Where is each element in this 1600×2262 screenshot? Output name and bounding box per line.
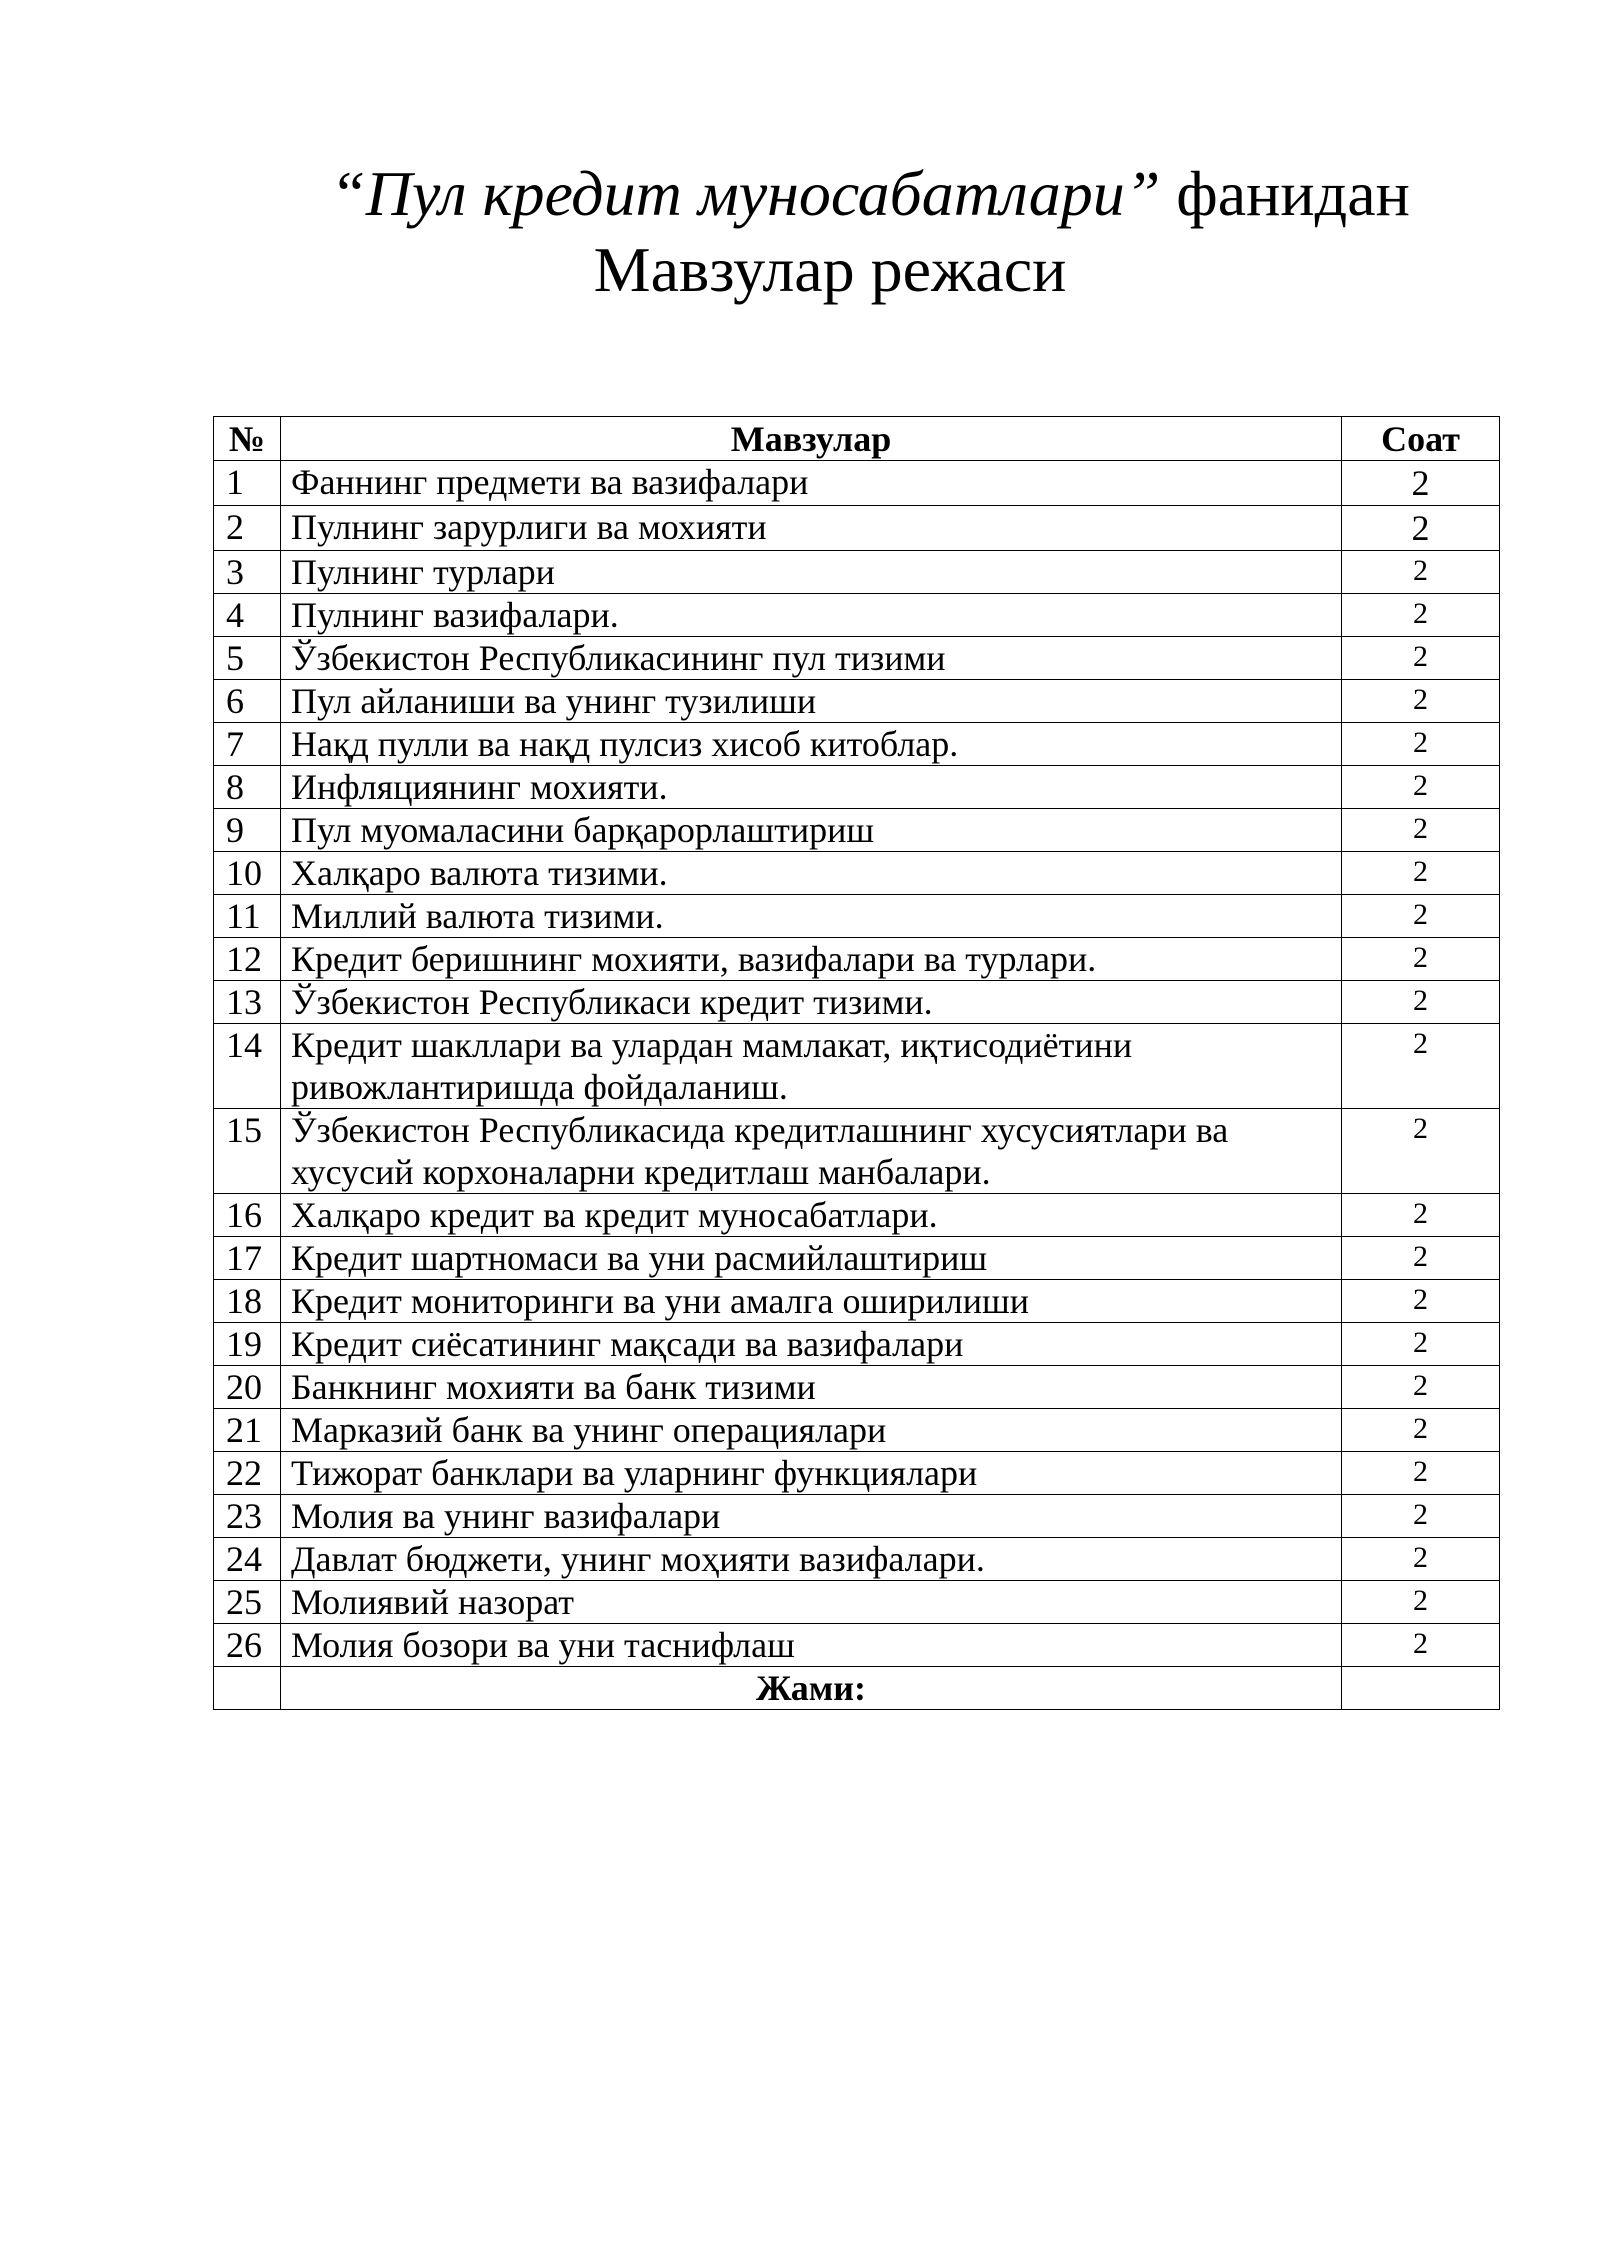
row-number: 7 xyxy=(214,723,281,766)
table-row xyxy=(214,461,1500,506)
column-header-number: № xyxy=(214,417,281,461)
row-hours: 2 xyxy=(1342,1194,1500,1237)
row-topic: Инфляциянинг мохияти. xyxy=(281,766,1342,809)
row-topic: Кредит сиёсатининг мақсади ва вазифалари xyxy=(281,1323,1342,1366)
table-row xyxy=(214,1109,1500,1194)
row-hours: 2 xyxy=(1342,1538,1500,1581)
row-topic: Молия бозори ва уни таснифлаш xyxy=(281,1624,1342,1667)
row-number: 8 xyxy=(214,766,281,809)
row-topic: Банкнинг мохияти ва банк тизими xyxy=(281,1366,1342,1409)
row-hours: 2 xyxy=(1342,551,1500,594)
title-line xyxy=(0,156,1600,232)
row-number: 26 xyxy=(214,1624,281,1667)
table-row xyxy=(214,723,1500,766)
row-hours: 2 xyxy=(1342,938,1500,981)
row-topic: Ўзбекистон Республикасида кредитлашнинг хусусиятлари ва хусусий корхоналарни кредитлаш манбалари. xyxy=(281,1109,1342,1194)
row-hours: 2 xyxy=(1342,506,1500,551)
row-hours: 2 xyxy=(1342,461,1500,506)
table-row xyxy=(214,594,1500,637)
row-topic: Марказий банк ва унинг операциялари xyxy=(281,1409,1342,1452)
row-topic: Кредит беришнинг мохияти, вазифалари ва турлари. xyxy=(281,938,1342,981)
document-title xyxy=(0,156,1600,308)
row-hours: 2 xyxy=(1342,766,1500,809)
row-number: 25 xyxy=(214,1581,281,1624)
row-hours: 2 xyxy=(1342,637,1500,680)
document-subtitle: Мавзулар режаси xyxy=(593,234,1067,305)
title-suffix: фанидан xyxy=(1176,158,1410,229)
row-topic: Ўзбекистон Республикаси кредит тизими. xyxy=(281,981,1342,1024)
row-number: 24 xyxy=(214,1538,281,1581)
row-number: 9 xyxy=(214,809,281,852)
row-topic: Кредит мониторинги ва уни амалга оширилиши xyxy=(281,1280,1342,1323)
table-total-row xyxy=(214,1667,1500,1710)
row-hours: 2 xyxy=(1342,852,1500,895)
table-row xyxy=(214,1366,1500,1409)
course-name: “Пул кредит муносабатлари” xyxy=(330,158,1161,229)
table-row xyxy=(214,506,1500,551)
row-hours: 2 xyxy=(1342,1624,1500,1667)
row-hours: 2 xyxy=(1342,1366,1500,1409)
table-row xyxy=(214,981,1500,1024)
table-row xyxy=(214,1581,1500,1624)
total-hours xyxy=(1342,1667,1500,1710)
table-row xyxy=(214,1452,1500,1495)
row-number: 12 xyxy=(214,938,281,981)
row-number: 4 xyxy=(214,594,281,637)
row-topic: Нақд пулли ва нақд пулсиз хисоб китоблар. xyxy=(281,723,1342,766)
table-row xyxy=(214,766,1500,809)
row-hours: 2 xyxy=(1342,1495,1500,1538)
row-topic: Миллий валюта тизими. xyxy=(281,895,1342,938)
row-number: 21 xyxy=(214,1409,281,1452)
row-topic: Пулнинг вазифалари. xyxy=(281,594,1342,637)
total-label: Жами: xyxy=(281,1667,1342,1710)
row-number: 19 xyxy=(214,1323,281,1366)
column-header-topic: Мавзулар xyxy=(281,417,1342,461)
row-hours: 2 xyxy=(1342,981,1500,1024)
row-number: 14 xyxy=(214,1024,281,1109)
row-hours: 2 xyxy=(1342,1581,1500,1624)
row-number: 10 xyxy=(214,852,281,895)
row-hours: 2 xyxy=(1342,1109,1500,1194)
row-hours: 2 xyxy=(1342,1452,1500,1495)
table-row xyxy=(214,1194,1500,1237)
row-topic: Пулнинг зарурлиги ва мохияти xyxy=(281,506,1342,551)
table-row xyxy=(214,680,1500,723)
row-topic: Халқаро кредит ва кредит муносабатлари. xyxy=(281,1194,1342,1237)
row-number: 11 xyxy=(214,895,281,938)
row-number: 5 xyxy=(214,637,281,680)
table-row xyxy=(214,551,1500,594)
row-number: 13 xyxy=(214,981,281,1024)
table-row xyxy=(214,852,1500,895)
table-row xyxy=(214,1280,1500,1323)
row-topic: Молиявий назорат xyxy=(281,1581,1342,1624)
row-topic: Пул муомаласини барқарорлаштириш xyxy=(281,809,1342,852)
table-row xyxy=(214,1237,1500,1280)
row-topic: Пул айланиши ва унинг тузилиши xyxy=(281,680,1342,723)
row-hours: 2 xyxy=(1342,723,1500,766)
row-hours: 2 xyxy=(1342,594,1500,637)
table-row xyxy=(214,938,1500,981)
row-topic: Кредит шартномаси ва уни расмийлаштириш xyxy=(281,1237,1342,1280)
total-number-cell xyxy=(214,1667,281,1710)
table-row xyxy=(214,1024,1500,1109)
row-topic: Фаннинг предмети ва вазифалари xyxy=(281,461,1342,506)
table-row xyxy=(214,895,1500,938)
topics-table xyxy=(213,416,1500,1710)
row-hours: 2 xyxy=(1342,1237,1500,1280)
table-row xyxy=(214,1323,1500,1366)
row-topic: Пулнинг турлари xyxy=(281,551,1342,594)
row-hours: 2 xyxy=(1342,809,1500,852)
row-hours: 2 xyxy=(1342,1323,1500,1366)
row-topic: Молия ва унинг вазифалари xyxy=(281,1495,1342,1538)
row-hours: 2 xyxy=(1342,1409,1500,1452)
row-topic: Тижорат банклари ва уларнинг функциялари xyxy=(281,1452,1342,1495)
row-number: 3 xyxy=(214,551,281,594)
table-row xyxy=(214,1538,1500,1581)
row-number: 15 xyxy=(214,1109,281,1194)
table-row xyxy=(214,1495,1500,1538)
table-row xyxy=(214,809,1500,852)
row-number: 2 xyxy=(214,506,281,551)
row-hours: 2 xyxy=(1342,680,1500,723)
row-number: 20 xyxy=(214,1366,281,1409)
table-row xyxy=(214,1409,1500,1452)
table-row xyxy=(214,637,1500,680)
row-hours: 2 xyxy=(1342,1280,1500,1323)
row-topic: Ўзбекистон Республикасининг пул тизими xyxy=(281,637,1342,680)
row-number: 17 xyxy=(214,1237,281,1280)
row-number: 18 xyxy=(214,1280,281,1323)
table-header-row xyxy=(214,417,1500,461)
row-number: 6 xyxy=(214,680,281,723)
row-topic: Кредит шакллари ва улардан мамлакат, иқтисодиётини ривожлантиришда фойдаланиш. xyxy=(281,1024,1342,1109)
row-number: 23 xyxy=(214,1495,281,1538)
row-number: 1 xyxy=(214,461,281,506)
row-number: 16 xyxy=(214,1194,281,1237)
table-body xyxy=(214,461,1500,1710)
row-topic: Давлат бюджети, унинг моҳияти вазифалари. xyxy=(281,1538,1342,1581)
table-row xyxy=(214,1624,1500,1667)
row-hours: 2 xyxy=(1342,1024,1500,1109)
row-number: 22 xyxy=(214,1452,281,1495)
row-hours: 2 xyxy=(1342,895,1500,938)
column-header-hours: Соат xyxy=(1342,417,1500,461)
row-topic: Халқаро валюта тизими. xyxy=(281,852,1342,895)
